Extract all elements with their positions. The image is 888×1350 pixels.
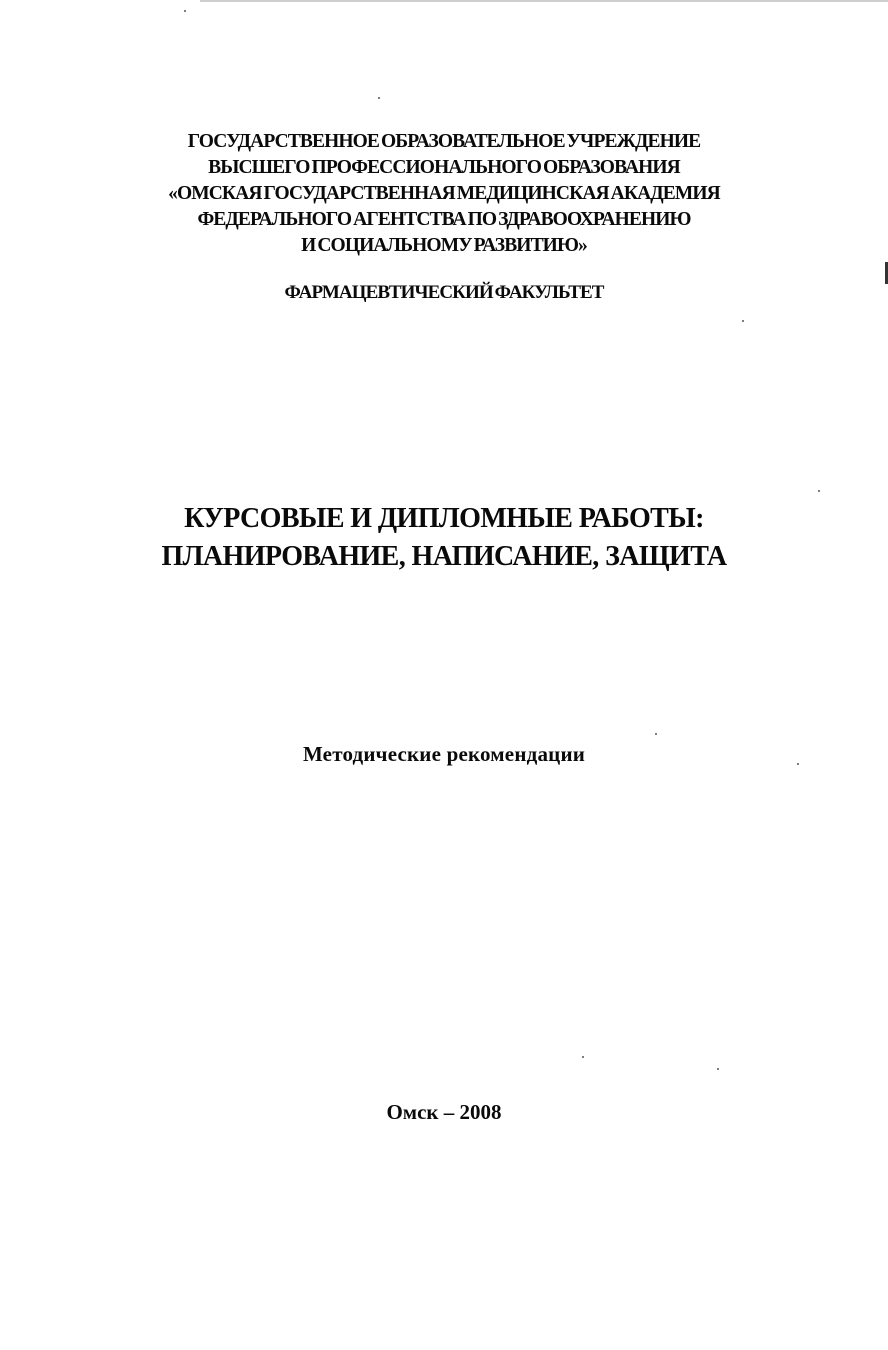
institution-line: ФЕДЕРАЛЬНОГО АГЕНТСТВА ПО ЗДРАВООХРАНЕНИЮ (197, 209, 691, 230)
imprint-city-year: Омск – 2008 (386, 1100, 502, 1124)
scan-speck (742, 320, 744, 322)
institution-header (0, 129, 888, 259)
scan-speck (378, 97, 380, 99)
title-line: ПЛАНИРОВАНИЕ, НАПИСАНИЕ, ЗАЩИТА (161, 541, 727, 572)
institution-line: И СОЦИАЛЬНОМУ РАЗВИТИЮ» (301, 235, 587, 256)
faculty-name: ФАРМАЦЕВТИЧЕСКИЙ ФАКУЛЬТЕТ (284, 282, 604, 303)
scan-speck (797, 763, 799, 765)
scan-speck (582, 1056, 584, 1058)
institution-line: «ОМСКАЯ ГОСУДАРСТВЕННАЯ МЕДИЦИНСКАЯ АКАДЕМИЯ (168, 183, 720, 204)
scan-speck (717, 1068, 719, 1070)
scan-speck (655, 733, 657, 735)
scan-top-edge (200, 0, 888, 2)
document-subtitle: Методические рекомендации (302, 742, 586, 766)
institution-line: ГОСУДАРСТВЕННОЕ ОБРАЗОВАТЕЛЬНОЕ УЧРЕЖДЕНИЕ (187, 131, 701, 152)
scan-speck (818, 490, 820, 492)
scan-speck (184, 10, 186, 12)
document-title (0, 500, 888, 576)
institution-line: ВЫСШЕГО ПРОФЕССИОНАЛЬНОГО ОБРАЗОВАНИЯ (208, 157, 680, 178)
title-line: КУРСОВЫЕ И ДИПЛОМНЫЕ РАБОТЫ: (184, 503, 704, 534)
